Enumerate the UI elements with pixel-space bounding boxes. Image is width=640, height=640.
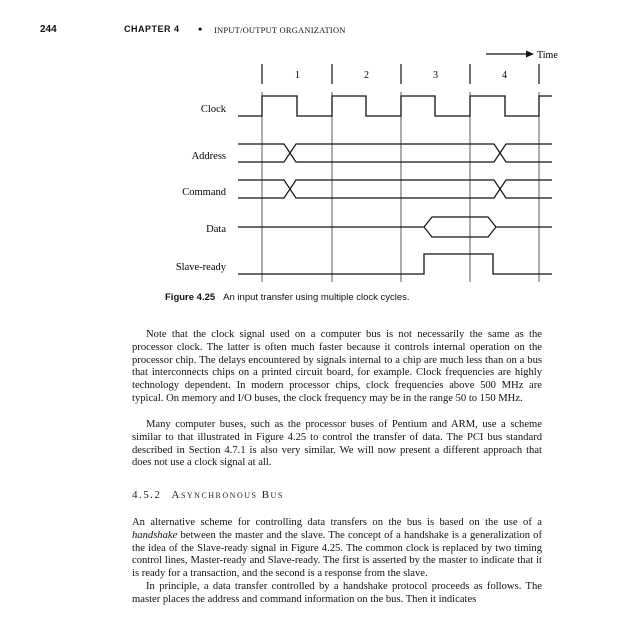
address-waveform [238, 144, 552, 162]
paragraph-2: Many computer buses, such as the processor buses of Pentium and ARM, use a scheme similar to that illustrated in Figure 4.25 to control the transfer of data. The PCI bus standard described in Section 4.7.1 is also very similar. We will now present a different approach that does not use a clock signal at all. [132, 419, 542, 469]
cycle-dividers [262, 92, 539, 282]
section-heading [132, 489, 284, 501]
clock-waveform [238, 96, 552, 116]
figure-caption [165, 292, 410, 303]
chapter-title: INPUT/OUTPUT ORGANIZATION [214, 25, 346, 35]
signal-label-command: Command [182, 187, 226, 198]
paragraph-3 [132, 517, 542, 581]
chapter-label: CHAPTER 4 [124, 24, 180, 34]
page-number: 244 [40, 24, 57, 35]
header-separator: • [198, 22, 203, 36]
time-arrow [486, 51, 534, 58]
cycle-label-2: 2 [364, 70, 369, 81]
section-title: Asynchronous Bus [171, 489, 284, 501]
paragraph-handshake [132, 517, 542, 607]
cycle-label-1: 1 [295, 70, 300, 81]
signal-label-clock: Clock [200, 104, 226, 115]
paragraph-1: Note that the clock signal used on a computer bus is not necessarily the same as the processor clock. The latter is often much faster because it controls internal operation on the processor chip. The delays encountered by signals internal to a chip are much less than on a bus that interconnects chips on a printed circuit board, for example. Clock frequencies are highly technology dependent. In modern processor chips, clock frequencies above 500 MHz are typical. On memory and I/O buses, the clock frequency may be in the range 50 to 150 MHz. [132, 329, 542, 404]
slave-ready-waveform [238, 254, 552, 274]
data-waveform [238, 217, 552, 237]
timing-diagram [0, 0, 640, 300]
paragraph-3-part-1: An alternative scheme for controlling data transfers on the bus is based on the use of a [132, 517, 542, 528]
signal-label-data: Data [206, 224, 226, 235]
signal-label-address: Address [191, 151, 226, 162]
command-waveform [238, 180, 552, 198]
figure-caption-text: An input transfer using multiple clock cycles. [223, 292, 410, 303]
paragraph-computer-buses [132, 419, 542, 470]
figure-label: Figure 4.25 [165, 292, 216, 303]
paragraph-4: In principle, a data transfer controlled by a handshake protocol proceeds as follows. The master places the address and command information on the bus. Then it indicates [132, 580, 542, 605]
paragraph-clock-signal [132, 329, 542, 406]
cycle-label-3: 3 [433, 70, 438, 81]
handshake-term: handshake [132, 529, 178, 541]
cycle-label-4: 4 [502, 70, 507, 81]
section-number: 4.5.2 [132, 489, 162, 501]
time-label: Time [537, 50, 558, 61]
cycle-markers [262, 64, 539, 84]
signal-label-slave-ready: Slave-ready [175, 262, 226, 273]
paragraph-3-part-2: between the master and the slave. The concept of a handshake is a generalization of the idea of the Slave-ready signal in Figure 4.25. The common clock is replaced by two timing control lines, Master-ready and Slave-ready. The first is asserted by the master to indicate that it is ready for a transaction, and the second is a response from the slave. [132, 529, 542, 580]
